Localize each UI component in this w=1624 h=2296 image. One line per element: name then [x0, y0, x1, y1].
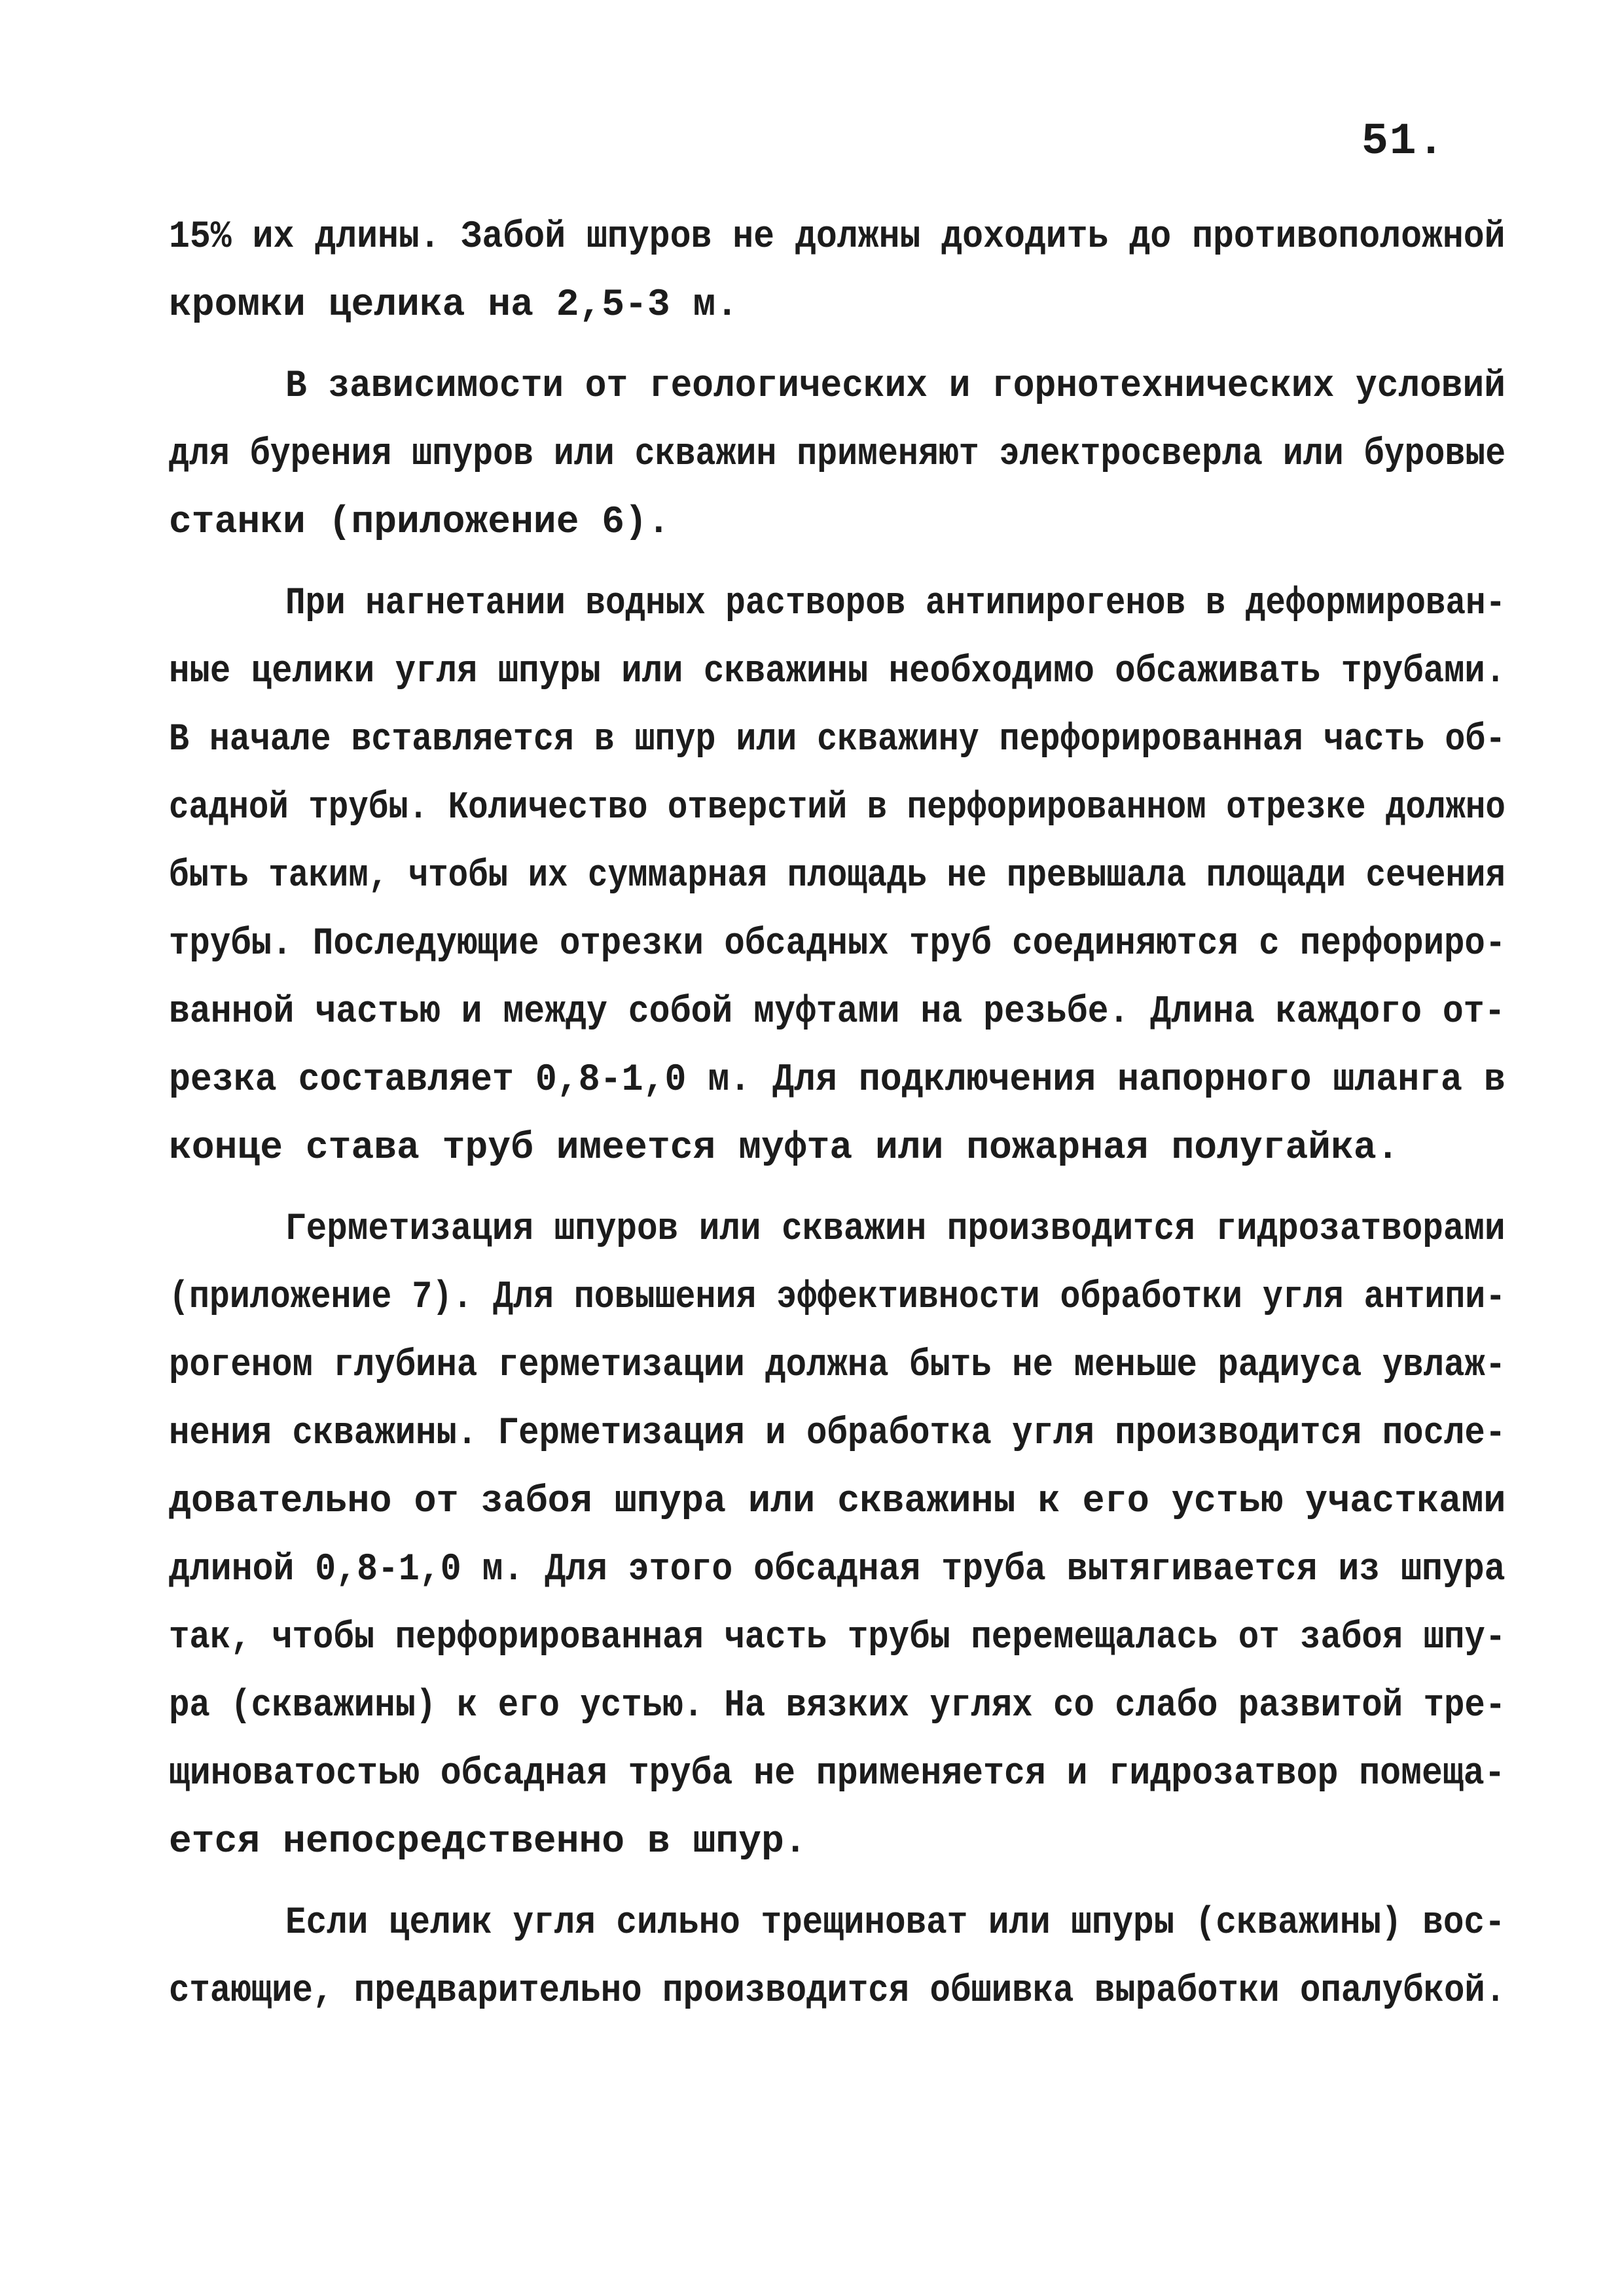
text-line: ные целики угля шпуры или скважины необходимо обсаживать трубами. — [169, 651, 1506, 693]
text-line: для бурения шпуров или скважин применяют электросверла или буровые — [169, 433, 1506, 476]
text-line: В начале вставляется в шпур или скважину перфорированная часть об- — [169, 719, 1506, 761]
text-line: резка составляет 0,8-1,0 м. Для подключения напорного шланга в — [169, 1059, 1506, 1102]
text-line: трубы. Последующие отрезки обсадных труб соединяются с перфориро- — [169, 923, 1506, 965]
text-line: ванной частью и между собой муфтами на резьбе. Длина каждого от- — [169, 991, 1506, 1033]
text-line: довательно от забоя шпура или скважины к его устью участками — [169, 1480, 1506, 1523]
paragraph-start: При нагнетании водных растворов антипирогенов в деформирован- — [285, 583, 1506, 625]
text-line: 15% их длины. Забой шпуров не должны доходить до противоположной — [169, 216, 1506, 259]
text-line: садной трубы. Количество отверстий в перфорированном отрезке должно — [169, 787, 1506, 829]
text-line: конце става труб имеется муфта или пожарная полугайка. — [169, 1127, 1399, 1170]
text-line: щиноватостью обсадная труба не применяется и гидрозатвор помеща- — [169, 1753, 1506, 1795]
text-line: ется непосредственно в шпур. — [169, 1821, 807, 1863]
text-line: рогеном глубина герметизации должна быть не меньше радиуса увлаж- — [169, 1344, 1506, 1387]
paragraph-start: Если целик угля сильно трещиноват или шпуры (скважины) вос- — [285, 1902, 1506, 1945]
text-line: станки (приложение 6). — [169, 501, 670, 544]
text-line: так, чтобы перфорированная часть трубы перемещалась от забоя шпу- — [169, 1617, 1506, 1659]
paragraph-start: Герметизация шпуров или скважин производится гидрозатворами — [285, 1208, 1506, 1251]
text-line: (приложение 7). Для повышения эффективности обработки угля антипи- — [169, 1276, 1506, 1319]
text-line: быть таким, чтобы их суммарная площадь не превышала площади сечения — [169, 855, 1506, 897]
text-line: стающие, предварительно производится обшивка выработки опалубкой. — [169, 1970, 1506, 2013]
text-line: кромки целика на 2,5-3 м. — [169, 284, 739, 327]
text-line: ра (скважины) к его устью. На вязких углях со слабо развитой тре- — [169, 1685, 1506, 1727]
paragraph-start: В зависимости от геологических и горнотехнических условий — [285, 365, 1506, 408]
text-line: нения скважины. Герметизация и обработка угля производится после- — [169, 1412, 1506, 1455]
page-number: 51. — [1362, 117, 1446, 167]
text-line: длиной 0,8-1,0 м. Для этого обсадная труба вытягивается из шпура — [169, 1549, 1506, 1591]
